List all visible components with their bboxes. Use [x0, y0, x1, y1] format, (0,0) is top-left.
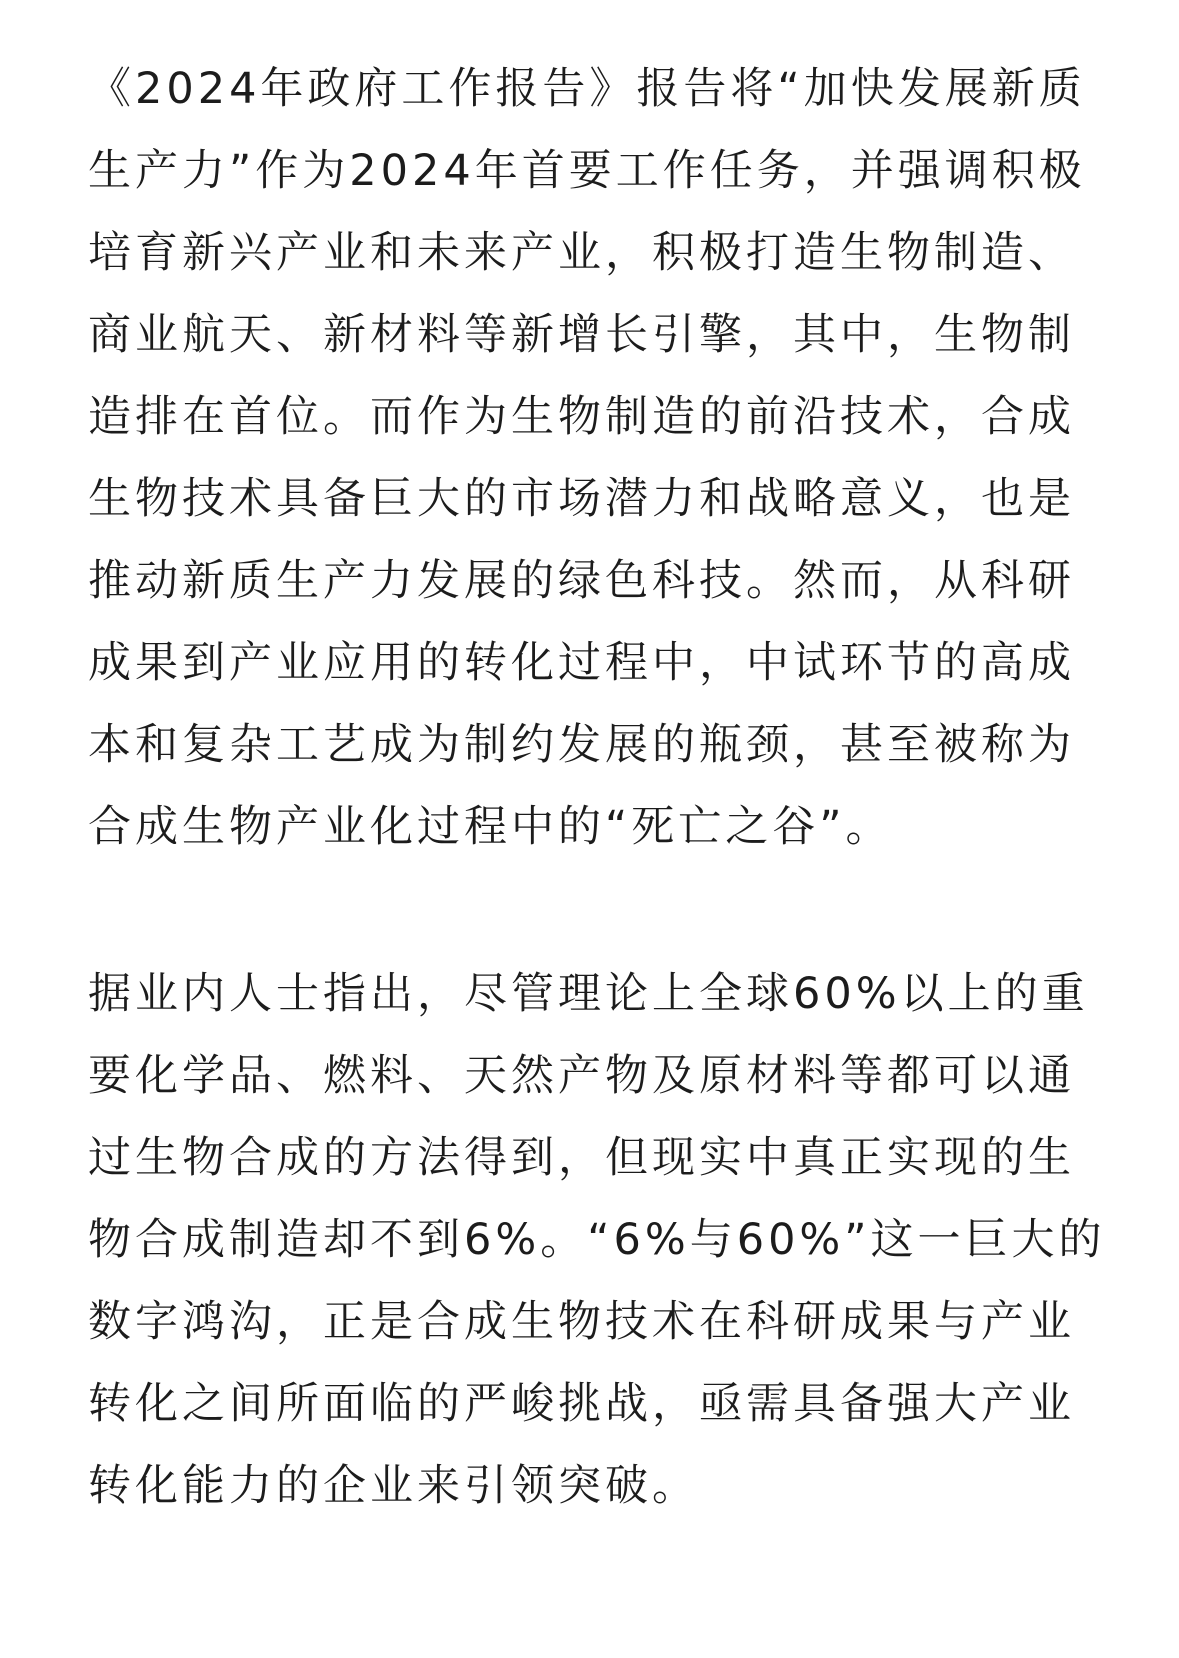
paragraph-2	[88, 953, 1106, 1527]
text-line: 合成生物产业化过程中的“死亡之谷”。	[88, 802, 893, 852]
text-line: 成果到产业应用的转化过程中，中试环节的高成	[88, 638, 1075, 688]
text-line: 本和复杂工艺成为制约发展的瓶颈，甚至被称为	[88, 720, 1075, 770]
text-line: 转化之间所面临的严峻挑战，亟需具备强大产业	[88, 1379, 1075, 1429]
text-line: 生产力”作为2024年首要工作任务，并强调积极	[88, 146, 1086, 196]
text-line: 数字鸿沟，正是合成生物技术在科研成果与产业	[88, 1297, 1075, 1347]
text-line: 据业内人士指出，尽管理论上全球60%以上的重	[88, 969, 1089, 1019]
text-line: 生物技术具备巨大的市场潜力和战略意义，也是	[88, 474, 1075, 524]
text-line: 《2024年政府工作报告》报告将“加快发展新质	[88, 64, 1086, 114]
text-line: 推动新质生产力发展的绿色科技。然而，从科研	[88, 556, 1075, 606]
text-line: 转化能力的企业来引领突破。	[88, 1461, 699, 1511]
paragraph-1	[88, 48, 1098, 868]
text-line: 要化学品、燃料、天然产物及原材料等都可以通	[88, 1051, 1075, 1101]
text-line: 过生物合成的方法得到，但现实中真正实现的生	[88, 1133, 1075, 1183]
text-line: 培育新兴产业和未来产业，积极打造生物制造、	[88, 228, 1075, 278]
article-body	[88, 48, 1106, 1527]
text-line: 造排在首位。而作为生物制造的前沿技术，合成	[88, 392, 1075, 442]
text-line: 物合成制造却不到6%。“6%与60%”这一巨大的	[88, 1215, 1106, 1265]
text-line: 商业航天、新材料等新增长引擎，其中，生物制	[88, 310, 1075, 360]
paragraph-spacer	[88, 868, 1098, 953]
